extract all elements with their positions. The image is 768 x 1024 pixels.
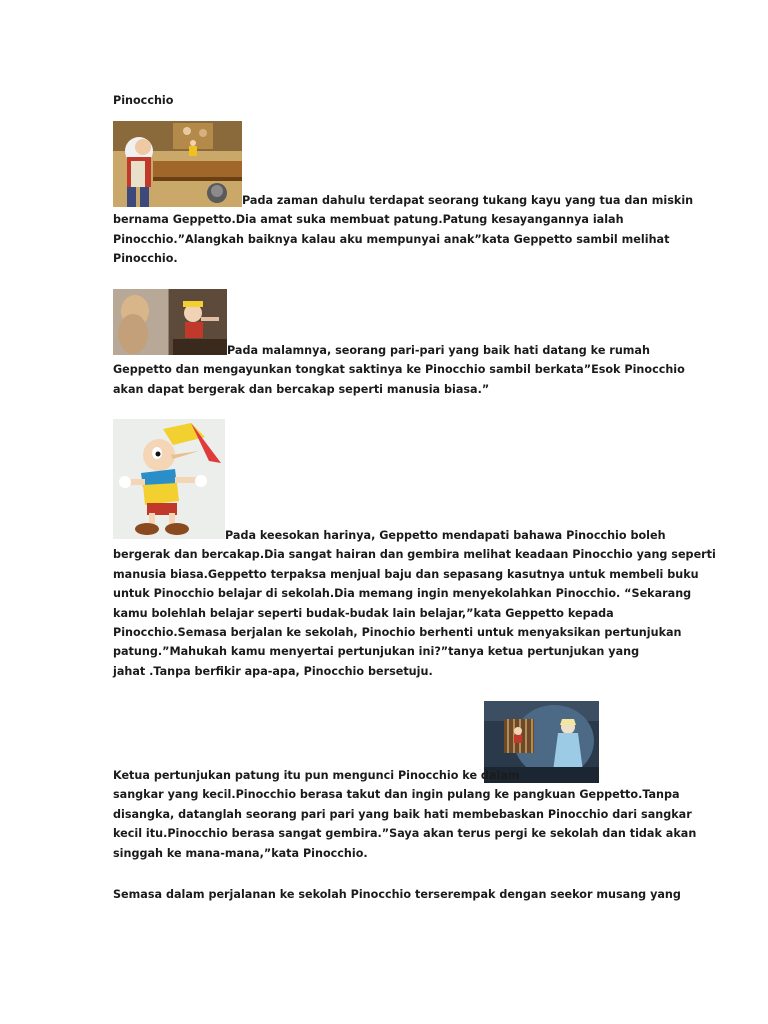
paragraph-next-day xyxy=(113,526,716,681)
paragraph-geppetto-intro xyxy=(113,191,694,269)
text-line: singgah ke mana-mana,”kata Pinocchio. xyxy=(113,846,368,860)
text-line: jahat .Tanpa berfikir apa-apa, Pinocchio bersetuju. xyxy=(113,664,433,678)
paragraph-puppet-show-cage xyxy=(113,766,697,863)
text-line: Pada zaman dahulu terdapat seorang tukang kayu yang tua dan miskin xyxy=(242,194,694,207)
text-line: kecil itu.Pinocchio berasa sangat gembira.”Saya akan terus pergi ke sekolah dan tidak akan xyxy=(113,827,697,841)
text-line: bernama Geppetto.Dia amat suka membuat patung.Patung kesayangannya ialah xyxy=(113,213,624,227)
text-line: untuk Pinocchio belajar di sekolah.Dia memang ingin menyekolahkan Pinocchio. “Sekarang xyxy=(113,587,692,601)
text-line: akan dapat bergerak dan bercakap seperti manusia biasa.” xyxy=(113,382,490,396)
text-line: Pinocchio.”Alangkah baiknya kalau aku mempunyai anak”kata Geppetto sambil melihat xyxy=(113,232,670,246)
text-line: manusia biasa.Geppetto terpaksa menjual baju dan sepasang kasutnya untuk membeli buku xyxy=(113,567,699,581)
text-line: Pada malamnya, seorang pari-pari yang baik hati datang ke rumah xyxy=(227,344,650,357)
text-line: Semasa dalam perjalanan ke sekolah Pinocchio terserempak dengan seekor musang yang xyxy=(113,888,681,901)
pinocchio-walking-illustration xyxy=(113,419,225,539)
document-title: Pinocchio xyxy=(113,94,174,107)
text-line: Pinocchio.Semasa berjalan ke sekolah, Pinochio berhenti untuk menyaksikan pertunjukan xyxy=(113,626,682,640)
text-line: Pada keesokan harinya, Geppetto mendapati bahawa Pinocchio boleh xyxy=(225,529,666,542)
text-line: Ketua pertunjukan patung itu pun mengunci Pinocchio ke dalam xyxy=(113,769,520,782)
text-line: Pinocchio. xyxy=(113,252,178,266)
text-line: Geppetto dan mengayunkan tongkat saktinya ke Pinocchio sambil berkata”Esok Pinocchio xyxy=(113,363,685,377)
text-line: sangkar yang kecil.Pinocchio berasa takut dan ingin pulang ke pangkuan Geppetto.Tanpa xyxy=(113,788,680,802)
text-line: kamu bolehlah belajar seperti budak-budak lain belajar,”kata Geppetto kepada xyxy=(113,606,614,620)
text-line: patung.”Mahukah kamu menyertai pertunjukan ini?”tanya ketua pertunjukan yang xyxy=(113,645,640,659)
text-line: bergerak dan bercakap.Dia sangat hairan dan gembira melihat keadaan Pinocchio yang seperti xyxy=(113,548,716,562)
paragraph-fox-encounter xyxy=(113,885,681,904)
paragraph-fairy-visit xyxy=(113,341,685,399)
text-line: disangka, datanglah seorang pari pari yang baik hati membebaskan Pinocchio dari sangkar xyxy=(113,807,692,821)
